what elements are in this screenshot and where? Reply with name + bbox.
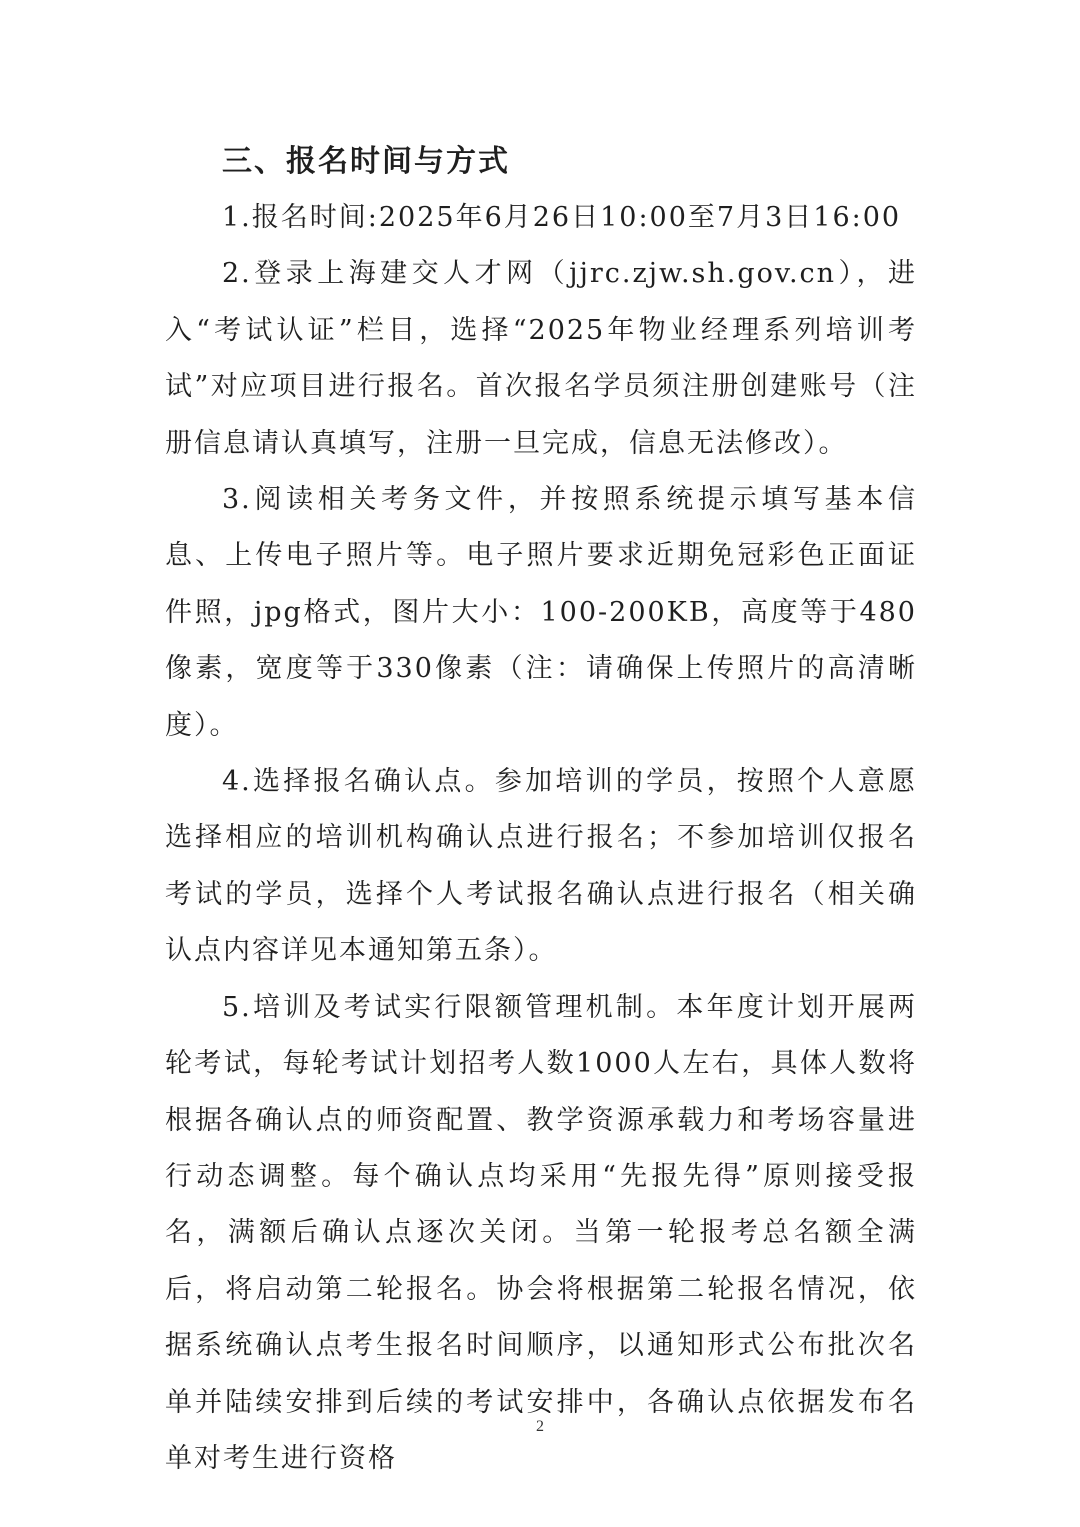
page-number: 2 — [536, 1418, 544, 1435]
paragraph-confirmation-point: 4.选择报名确认点。参加培训的学员，按照个人意愿选择相应的培训机构确认点进行报名；不参加培训仅报名考试的学员，选择个人考试报名确认点进行报名（相关确认点内容详见本通知第五条）。 — [165, 766, 917, 967]
paragraph-registration-time: 1.报名时间:2025年6月26日10:00至7月3日16:00 — [222, 202, 902, 233]
paragraph-quota-management: 5.培训及考试实行限额管理机制。本年度计划开展两轮考试，每轮考试计划招考人数1000人左右，具体人数将根据各确认点的师资配置、教学资源承载力和考场容量进行动态调整。每个确认点均采用“先报先得”原则接受报名，满额后确认点逐次关闭。当第一轮报考总名额全满后，将启动第二轮报名。协会将根据第二轮报名情况，依据系统确认点考生报名时间顺序，以通知形式公布批次名单并陆续安排到后续的考试安排中，各确认点依据发布名单对考生进行资格 — [165, 991, 917, 1474]
paragraph-photo-requirements: 3.阅读相关考务文件，并按照系统提示填写基本信息、上传电子照片等。电子照片要求近期免冠彩色正面证件照，jpg格式，图片大小：100-200KB，高度等于480像素，宽度等于330像素（注：请确保上传照片的高清晰度）。 — [165, 484, 917, 741]
section-heading: 三、报名时间与方式 — [222, 144, 510, 179]
paragraph-login-instructions: 2.登录上海建交人才网（jjrc.zjw.sh.gov.cn），进入“考试认证”栏目，选择“2025年物业经理系列培训考试”对应项目进行报名。首次报名学员须注册创建账号（注册信息请认真填写，注册一旦完成，信息无法修改）。 — [165, 258, 917, 459]
document-body — [165, 190, 917, 1487]
